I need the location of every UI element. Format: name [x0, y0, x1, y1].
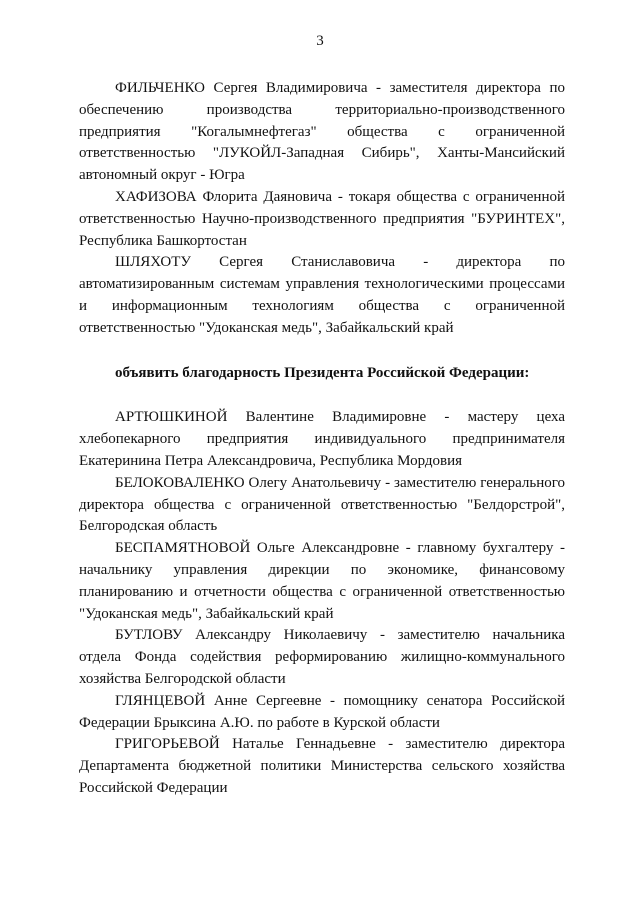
spacer [79, 340, 565, 363]
award-entry: ФИЛЬЧЕНКО Сергея Владимировича - заместителя директора по обеспечению производства территориально-производственного предприятия "Когалымнефтегаз" общества с ограниченной ответственностью "ЛУКОЙЛ-Западная Сибирь", Ханты-Мансийский автономный округ - Югра [79, 80, 565, 184]
gratitude-entry: БУТЛОВУ Александру Николаевичу - заместителю начальника отдела Фонда содействия реформированию жилищно-коммунального хозяйства Белгородской области [79, 627, 565, 687]
section-heading: объявить благодарность Президента Российской Федерации: [115, 364, 530, 381]
spacer [79, 384, 565, 407]
page-number: 3 [316, 33, 324, 49]
gratitude-entry: АРТЮШКИНОЙ Валентине Владимировне - мастеру цеха хлебопекарного предприятия индивидуального предпринимателя Екатеринина Петра Александровича, Республика Мордовия [79, 409, 565, 469]
award-entry: ХАФИЗОВА Флорита Даяновича - токаря общества с ограниченной ответственностью Научно-производственного предприятия "БУРИНТЕХ", Республика Башкортостан [79, 188, 565, 249]
gratitude-entry: ГРИГОРЬЕВОЙ Наталье Геннадьевне - заместителю директора Департамента бюджетной политики Министерства сельского хозяйства Российской Федерации [79, 736, 565, 796]
gratitude-entry: БЕЛОКОВАЛЕНКО Олегу Анатольевичу - заместителю генерального директора общества с ограниченной ответственностью "Белдорстрой", Белгородская область [79, 474, 565, 535]
gratitude-entry: ГЛЯНЦЕВОЙ Анне Сергеевне - помощнику сенатора Российской Федерации Брыксина А.Ю. по работе в Курской области [79, 692, 565, 731]
document-body [79, 78, 565, 800]
award-entry: ШЛЯХОТУ Сергея Станиславовича - директора по автоматизированным системам управления технологическими процессами и информационным технологиям общества с ограниченной ответственностью "Удоканская медь", Забайкальский край [79, 254, 565, 336]
gratitude-entry: БЕСПАМЯТНОВОЙ Ольге Александровне - главному бухгалтеру - начальнику управления дирекции по экономике, финансовому планированию и отчетности общества с ограниченной ответственностью "Удоканская медь", Забайкальский край [79, 540, 565, 622]
